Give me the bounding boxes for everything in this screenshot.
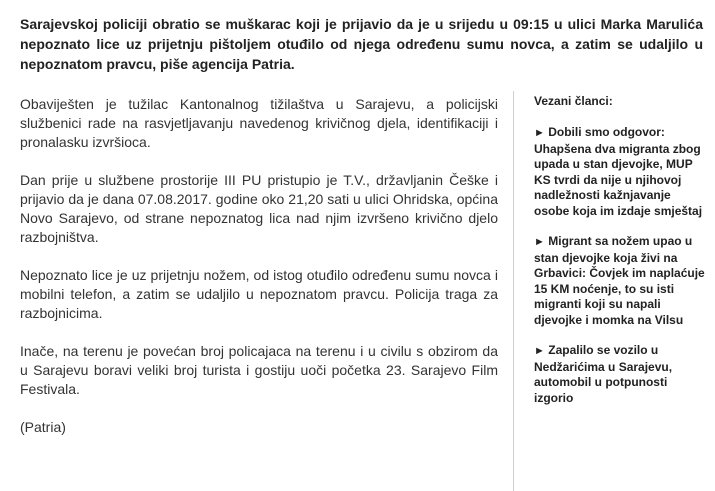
related-article-link-text: Zapalilo se vozilo u Nedžarićima u Sarajevu, automobil u potpunosti izgorio xyxy=(534,343,673,405)
related-article-link[interactable] xyxy=(534,234,708,328)
related-article-link-text: Migrant sa nožem upao u stan djevojke koja živi na Grbavici: Čovjek im naplaćuje 15 KM noćenje, to su isti migranti koji su napali djevojke i momka na Vilsu xyxy=(534,234,705,327)
related-articles-sidebar xyxy=(513,91,708,491)
article-lead: Sarajevskoj policiji obratio se muškarac koji je prijavio da je u srijedu u 09:15 u ulici Marka Marulića nepoznato lice uz prijetnju pištoljem otuđilo od njega određenu sumu novca, a zatim se udaljilo u nepoznatom pravcu, piše agencija Patria. xyxy=(20,16,703,72)
article-body xyxy=(20,95,498,456)
article-paragraph: Nepoznato lice je uz prijetnju nožem, od istog otuđilo određenu sumu novca i mobilni telefon, a zatim se udaljilo u nepoznatom pravcu. Policija traga za razbojnicima. xyxy=(20,267,498,321)
arrow-right-icon: ► xyxy=(534,236,545,248)
article-paragraph: Obaviješten je tužilac Kantonalnog tižilaštva u Sarajevu, a policijski službenici rade na rasvjetljavanju navedenog krivičnog djela, identifikaciji i pronalasku izvršioca. xyxy=(20,96,498,150)
article-paragraph: Inače, na terenu je povećan broj policajaca na terenu i u civilu s obzirom da u Sarajevu boravi veliki broj turista i gostiju uoči početka 23. Sarajevo Film Festivala. xyxy=(20,343,498,397)
article-source: (Patria) xyxy=(20,419,66,435)
arrow-right-icon: ► xyxy=(534,345,545,357)
related-article-link[interactable] xyxy=(534,125,708,219)
article-paragraph: Dan prije u službene prostorije III PU pristupio je T.V., državljanin Češke i prijavio da je dana 07.08.2017. godine oko 21,20 sati u ulici Ohridska, općina Novo Sarajevo, od strane nepoznatog lica nad njim izvršeno krivično djelo razbojništva. xyxy=(20,172,498,245)
related-articles-title: Vezani članci: xyxy=(534,94,613,108)
related-article-link[interactable] xyxy=(534,343,708,406)
related-article-link-text: Dobili smo odgovor: Uhapšena dva migranta zbog upada u stan djevojke, MUP KS tvrdi da nije u njihovoj nadležnosti kažnjavanje osobe koja im izdaje smještaj xyxy=(534,125,703,218)
arrow-right-icon: ► xyxy=(534,127,545,139)
